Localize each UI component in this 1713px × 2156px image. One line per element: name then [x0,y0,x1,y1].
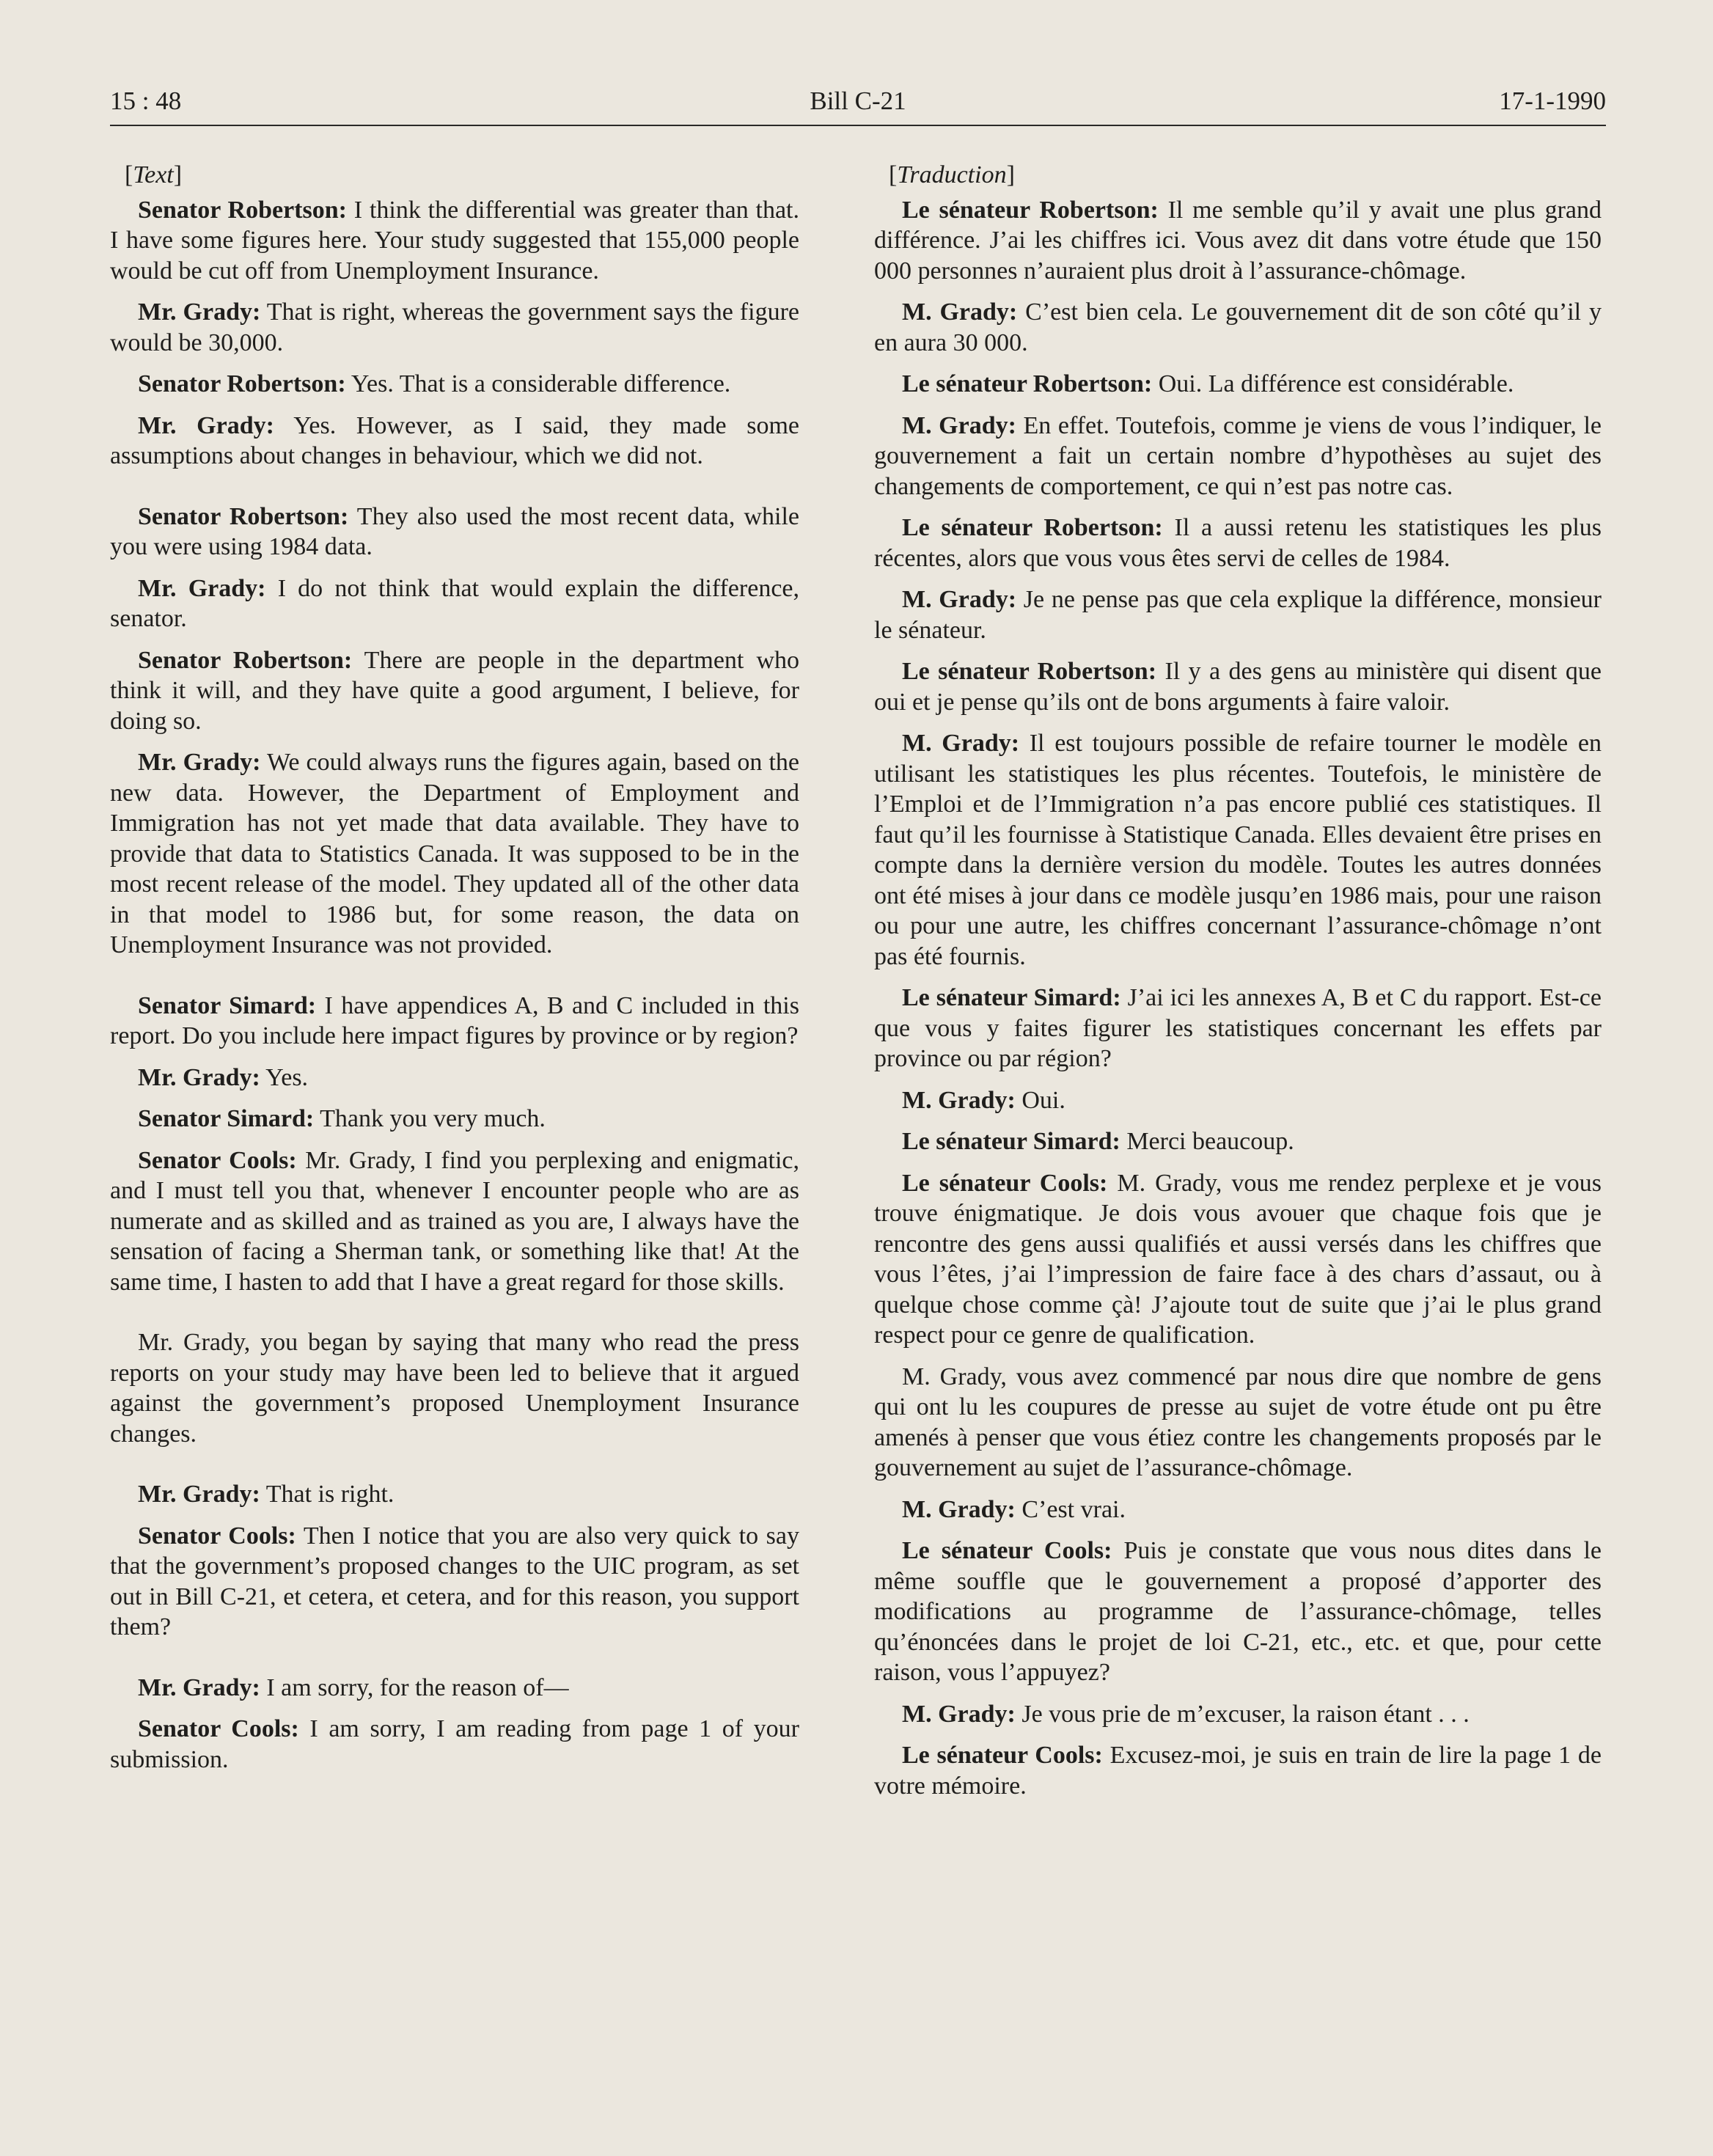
paragraph: Le sénateur Simard: J’ai ici les annexes A, B et C du rapport. Est-ce que vous y faites figurer les statistiques concernant les effets par province ou par région? [874,984,1602,1072]
column-heading: [Text] [125,161,183,188]
speaker: Le sénateur Simard: [902,1128,1120,1155]
speaker: M. Grady: [902,586,1017,613]
paragraph: M. Grady: C’est vrai. [902,1495,1126,1523]
speaker: Senator Cools: [138,1715,299,1742]
paragraph: Senator Cools: Mr. Grady, I find you perplexing and enigmatic, and I must tell you that, whenever I encounter people who are as numerate and as skilled and as trained as you are, I always have the sensation of facing a Sherman tank, or something like that! At the same time, I hasten to add that I have a great regard for those skills. [110,1146,800,1296]
paragraph: Le sénateur Robertson: Il a aussi retenu les statistiques les plus récentes, alors que vous vous êtes servi de celles de 1984. [874,514,1602,572]
paragraph: M. Grady: Il est toujours possible de refaire tourner le modèle en utilisant les statistiques les plus récentes. Toutefois, le ministère de l’Emploi et de l’Immigration n’a pas encore publié ces statistiques. Il faut qu’il les fournisse à Statistique Canada. Elles devaient être prises en compte dans la dernière version du modèle. Toutes les autres données ont été mises à jour dans ce modèle jusqu’en 1986 mais, pour une raison ou pour une autre, les chiffres concernant l’assurance-chômage n’ont pas été fournis. [874,730,1602,970]
speaker: Le sénateur Cools: [902,1537,1112,1564]
speaker: M. Grady: [902,411,1016,439]
paragraph: Le sénateur Robertson: Il me semble qu’il y avait une plus grand différence. J’ai les chiffres ici. Vous avez dit dans votre étude que 150 000 personnes n’auraient plus droit à l’assurance-chômage. [874,196,1602,285]
speaker: M. Grady: [902,1086,1016,1114]
paragraph: Senator Cools: Then I notice that you are also very quick to say that the government’s proposed changes to the UIC program, as set out in Bill C-21, et cetera, et cetera, and for this reason, you support them? [110,1522,799,1640]
paragraph: Le sénateur Robertson: Il y a des gens au ministère qui disent que oui et je pense qu’ils ont de bons arguments à faire valoir. [874,658,1602,716]
speaker: M. Grady: [902,298,1018,326]
paragraph: Le sénateur Cools: Excusez-moi, je suis en train de lire la page 1 de votre mémoire. [874,1742,1602,1800]
speaker: Le sénateur Robertson: [902,196,1159,224]
paragraph: M. Grady: Je ne pense pas que cela explique la différence, monsieur le sénateur. [874,586,1602,644]
paragraph: Mr. Grady: That is right. [138,1481,395,1508]
speaker: Senator Robertson: [138,502,349,530]
speaker: Mr. Grady: [138,749,261,776]
speaker: Senator Robertson: [138,196,347,224]
paragraph: Senator Cools: I am sorry, I am reading from page 1 of your submission. [110,1715,799,1773]
header-rule [110,125,1606,126]
speaker: Mr. Grady: [138,411,274,439]
paragraph: Mr. Grady: We could always runs the figures again, based on the new data. However, the Department of Employment and Immigration has not yet made that data available. They have to provide that data to Statistics Canada. It was supposed to be in the most recent release of the model. They updated all of the other data in that model to 1986 but, for some reason, the data on Unemployment Insurance was not provided. [110,749,799,958]
page-number: 15 : 48 [110,87,182,115]
speaker: Le sénateur Cools: [902,1169,1108,1197]
speaker: Mr. Grady: [138,1481,260,1508]
paragraph: Senator Robertson: Yes. That is a considerable difference. [138,370,731,397]
speaker: Mr. Grady: [138,1063,260,1091]
speaker: Le sénateur Simard: [902,984,1121,1011]
paragraph: Mr. Grady: Yes. However, as I said, they made some assumptions about changes in behaviour, which we did not. [110,411,799,469]
page-date: 17-1-1990 [1499,87,1606,115]
paragraph: M. Grady: Je vous prie de m’excuser, la raison étant . . . [902,1700,1470,1728]
paragraph: Mr. Grady, you began by saying that many who read the press reports on your study may have been led to believe that it argued against the government’s proposed Unemployment Insurance changes. [110,1329,799,1448]
speaker: M. Grady: [902,1495,1016,1523]
speaker: Mr. Grady: [138,1673,260,1701]
speaker: M. Grady: [902,730,1020,757]
paragraph: Le sénateur Cools: Puis je constate que vous nous dites dans le même souffle que le gouvernement a proposé d’apporter des modifications au programme de l’assurance-chômage, telles qu’énoncées dans le projet de loi C-21, etc., etc. et que, pour cette raison, vous l’appuyez? [874,1537,1602,1686]
paragraph: Senator Robertson: They also used the most recent data, while you were using 1984 data. [110,502,800,560]
paragraph: Senator Robertson: There are people in the department who think it will, and they have quite a good argument, I believe, for doing so. [110,646,799,735]
paragraph: Mr. Grady: Yes. [138,1063,309,1091]
paragraph: M. Grady: Oui. [902,1086,1065,1114]
paragraph: Le sénateur Cools: M. Grady, vous me rendez perplexe et je vous trouve énigmatique. Je dois vous avouer que chaque fois que je rencontre des gens aussi qualifiés et aussi versés dans les chiffres que vous l’êtes, j’ai l’impression de faire face à des chars d’assaut, ou à quelque chose comme çà! J’ajoute tout de suite que j’ai le plus grand respect pour ce genre de qualification. [874,1169,1602,1349]
speaker: Senator Robertson: [138,370,346,397]
speaker: Le sénateur Robertson: [902,658,1157,685]
english-column [110,160,799,1786]
speaker: Senator Cools: [138,1146,297,1174]
speaker: Le sénateur Robertson: [902,370,1153,397]
speaker: Le sénateur Cools: [902,1742,1103,1769]
speaker: Mr. Grady: [138,574,266,602]
paragraph: Mr. Grady: I do not think that would explain the difference, senator. [110,574,799,632]
paragraph: Senator Simard: I have appendices A, B and C included in this report. Do you include here impact figures by province or by region? [110,991,799,1049]
paragraph: Mr. Grady: I am sorry, for the reason of— [138,1673,569,1701]
speaker: M. Grady: [902,1700,1016,1728]
paragraph: Le sénateur Simard: Merci beaucoup. [902,1128,1294,1155]
bill-title: Bill C-21 [810,87,906,115]
column-heading: [Traduction] [889,161,1015,188]
paragraph: Senator Robertson: I think the differential was greater than that. I have some figures here. Your study suggested that 155,000 people would be cut off from Unemployment Insurance. [110,196,800,285]
speaker: Senator Simard: [138,1105,315,1132]
paragraph: M. Grady: En effet. Toutefois, comme je viens de vous l’indiquer, le gouvernement a fait un certain nombre d’hypothèses au sujet des changements de comportement, ce qui n’est pas notre cas. [874,411,1602,500]
paragraph: Senator Simard: Thank you very much. [138,1105,546,1132]
speaker: Mr. Grady: [138,298,261,326]
paragraph: M. Grady, vous avez commencé par nous dire que nombre de gens qui ont lu les coupures de presse au sujet de votre étude ont pu être amenés à penser que vous étiez contre les changements proposés par le gouvernement au sujet de l’assurance-chômage. [874,1363,1602,1481]
speaker: Senator Robertson: [138,646,353,674]
page-header [110,87,1606,123]
speaker: Senator Cools: [138,1522,296,1550]
paragraph: Le sénateur Robertson: Oui. La différence est considérable. [902,370,1514,397]
speaker: Senator Simard: [138,991,317,1019]
paragraph: M. Grady: C’est bien cela. Le gouvernement dit de son côté qu’il y en aura 30 000. [874,298,1602,356]
french-column [874,160,1602,1812]
speaker: Le sénateur Robertson: [902,514,1163,541]
paragraph: Mr. Grady: That is right, whereas the government says the figure would be 30,000. [110,298,799,356]
